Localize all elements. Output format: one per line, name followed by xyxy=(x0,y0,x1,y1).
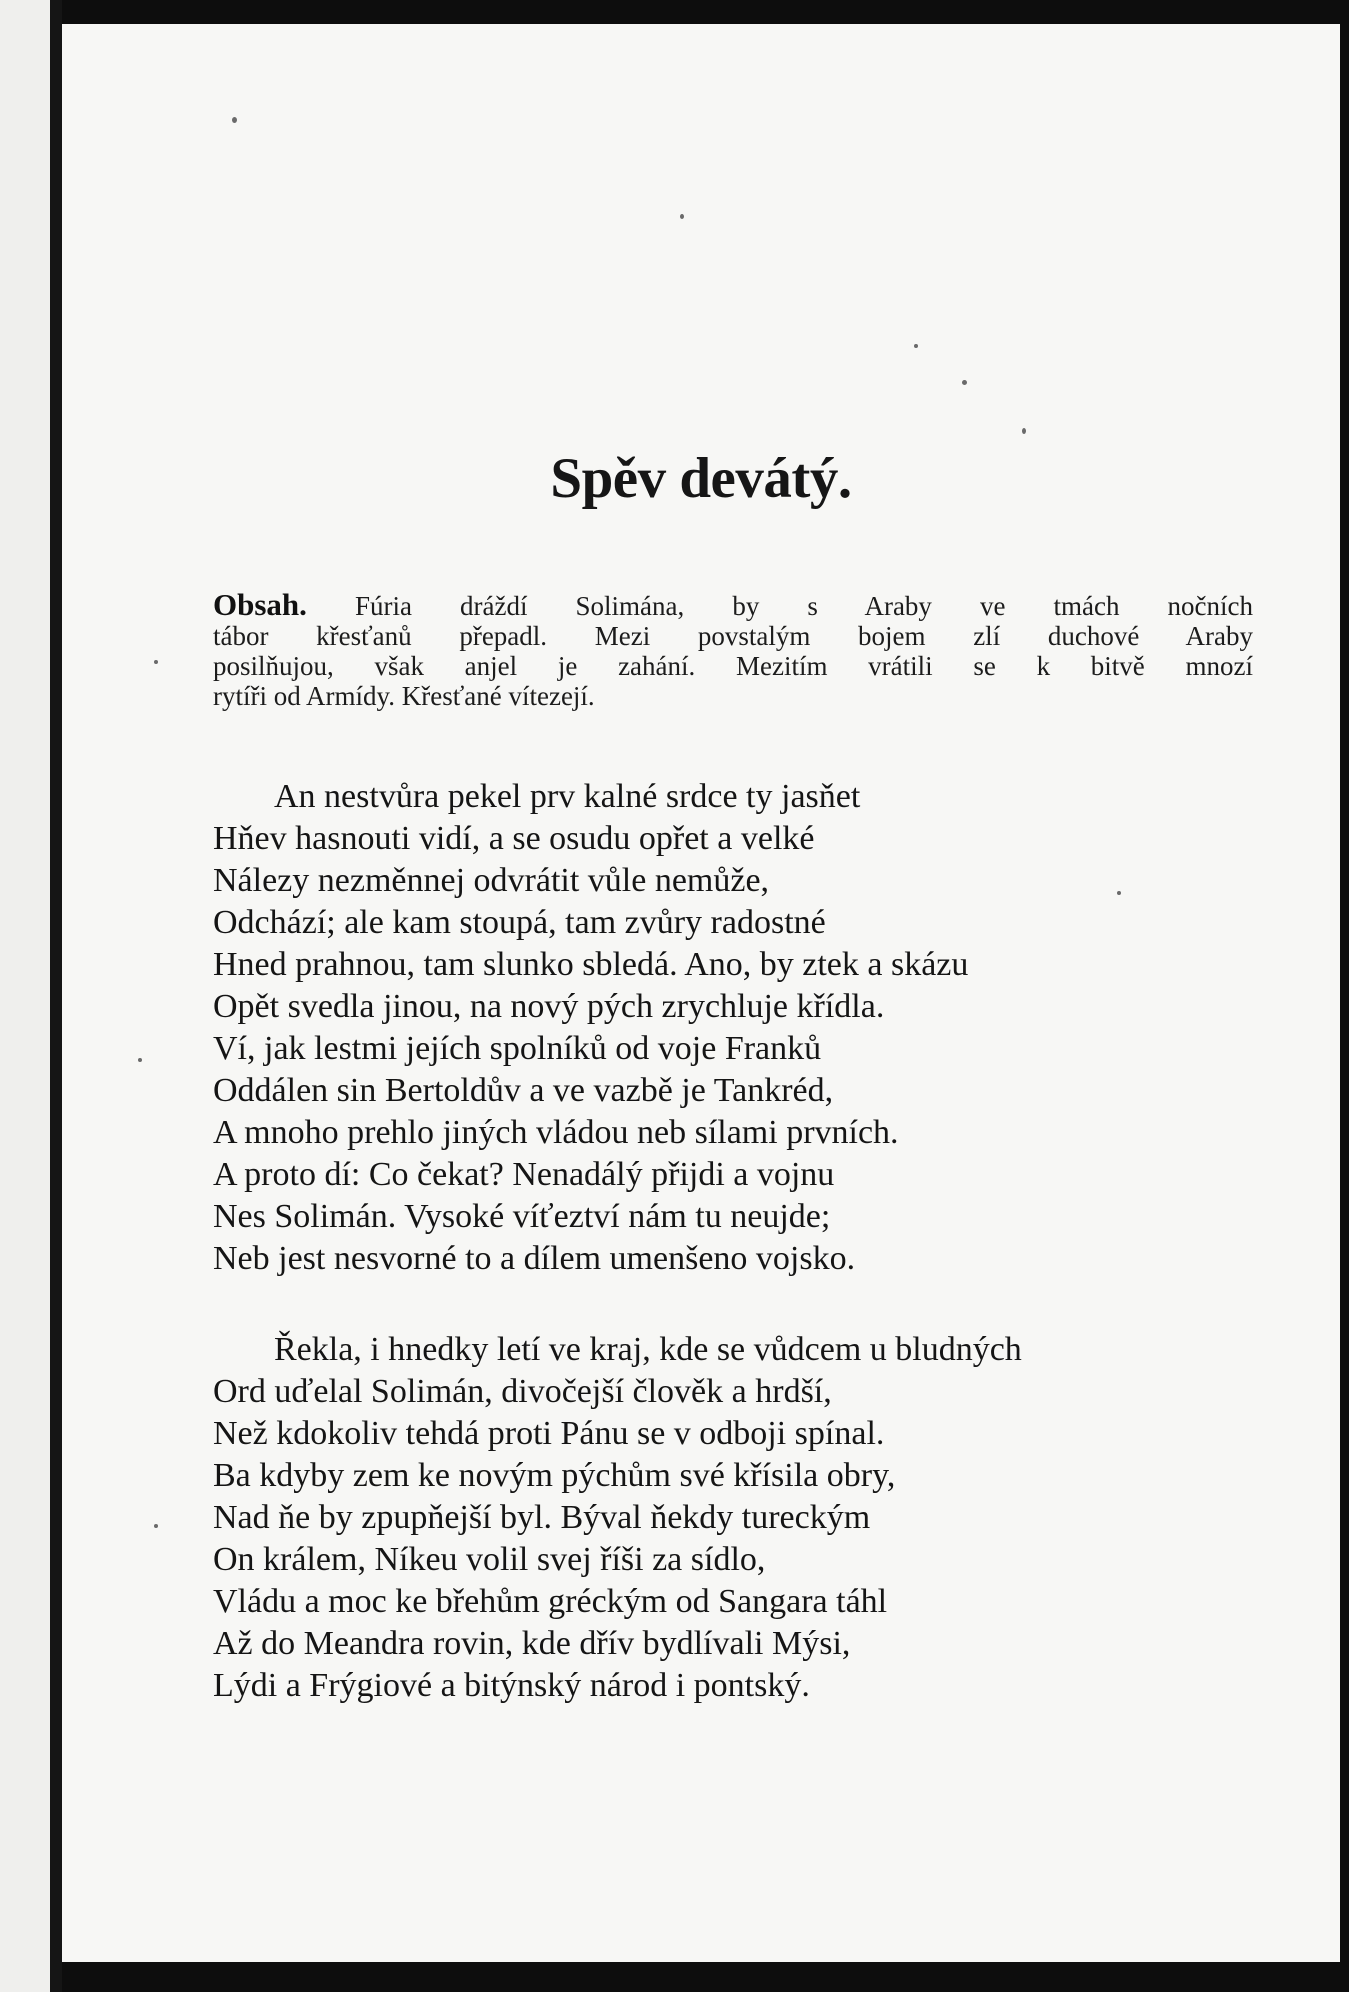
verse-line: Lýdi a Frýgiové a bitýnský národ i pontský. xyxy=(213,1667,810,1704)
verse-line: Než kdokoliv tehdá proti Pánu se v odboji spínal. xyxy=(213,1415,885,1452)
stanza xyxy=(213,776,968,1280)
print-speck xyxy=(680,214,684,219)
verse-line: Oddálen sin Bertoldův a ve vazbě je Tankréd, xyxy=(213,1072,834,1109)
verse-line: Ví, jak lestmi jejích spolníků od voje Franků xyxy=(213,1030,822,1067)
print-speck xyxy=(1117,891,1121,895)
verse-line: Hned prahnou, tam slunko sbledá. Ano, by ztek a skázu xyxy=(213,946,969,983)
print-speck xyxy=(962,380,967,385)
verse-line: Až do Meandra rovin, kde dřív bydlívali Mýsi, xyxy=(213,1625,851,1662)
chapter-title: Spěv devátý. xyxy=(550,447,852,510)
chapter-summary xyxy=(213,587,1254,711)
verse-line: Nes Solimán. Vysoké víťeztví nám tu neujde; xyxy=(213,1198,831,1235)
stanza xyxy=(213,1329,1022,1707)
summary-line xyxy=(213,587,1254,622)
verse-line: Hňev hasnouti vidí, a se osudu opřet a velké xyxy=(213,820,815,857)
print-speck xyxy=(154,660,158,664)
verse-line: Ba kdyby zem ke novým pýchům své křísila obry, xyxy=(213,1457,896,1494)
summary-line-text: Fúria dráždí Solimána, by s Araby ve tmách nočních xyxy=(354,591,1254,621)
book-page xyxy=(62,24,1340,1962)
book-gutter xyxy=(50,0,62,1992)
verse-line: On králem, Níkeu volil svej říši za sídlo, xyxy=(213,1541,766,1578)
print-speck xyxy=(914,344,918,348)
verse-line: Nálezy nezměnnej odvrátit vůle nemůže, xyxy=(213,862,770,899)
print-speck xyxy=(154,1524,158,1528)
summary-label: Obsah. xyxy=(213,587,307,622)
verse-line: A mnoho prehlo jiných vládou neb sílami prvních. xyxy=(213,1114,899,1151)
summary-line: rytíři od Armídy. Křesťané vítezejí. xyxy=(213,681,595,711)
verse-line: Opět svedla jinou, na nový pých zrychluje křídla. xyxy=(213,988,885,1025)
verse-line: Odchází; ale kam stoupá, tam zvůry radostné xyxy=(213,904,826,941)
verse-line: Nad ňe by zpupňejší byl. Býval ňekdy tureckým xyxy=(213,1499,871,1536)
verse-line: An nestvůra pekel prv kalné srdce ty jasňet xyxy=(274,778,861,815)
verse-line: Ord uďelal Solimán, divočejší člověk a hrdší, xyxy=(213,1373,832,1410)
print-speck xyxy=(138,1058,142,1062)
adjacent-page-edge xyxy=(0,0,50,1992)
verse-line: Neb jest nesvorné to a dílem umenšeno vojsko. xyxy=(213,1240,856,1277)
verse-line: A proto dí: Co čekat? Nenadálý přijdi a vojnu xyxy=(213,1156,835,1193)
summary-line: tábor křesťanů přepadl. Mezi povstalým bojem zlí duchové Araby xyxy=(213,621,1253,651)
verse-line: Vládu a moc ke břehům gréckým od Sangara táhl xyxy=(213,1583,888,1620)
print-speck xyxy=(232,117,237,123)
print-speck xyxy=(1022,428,1026,434)
verse-line: Řekla, i hnedky letí ve kraj, kde se vůdcem u bludných xyxy=(274,1331,1022,1368)
summary-line: posilňujou, však anjel je zahání. Mezitím vrátili se k bitvě mnozí xyxy=(213,651,1253,681)
